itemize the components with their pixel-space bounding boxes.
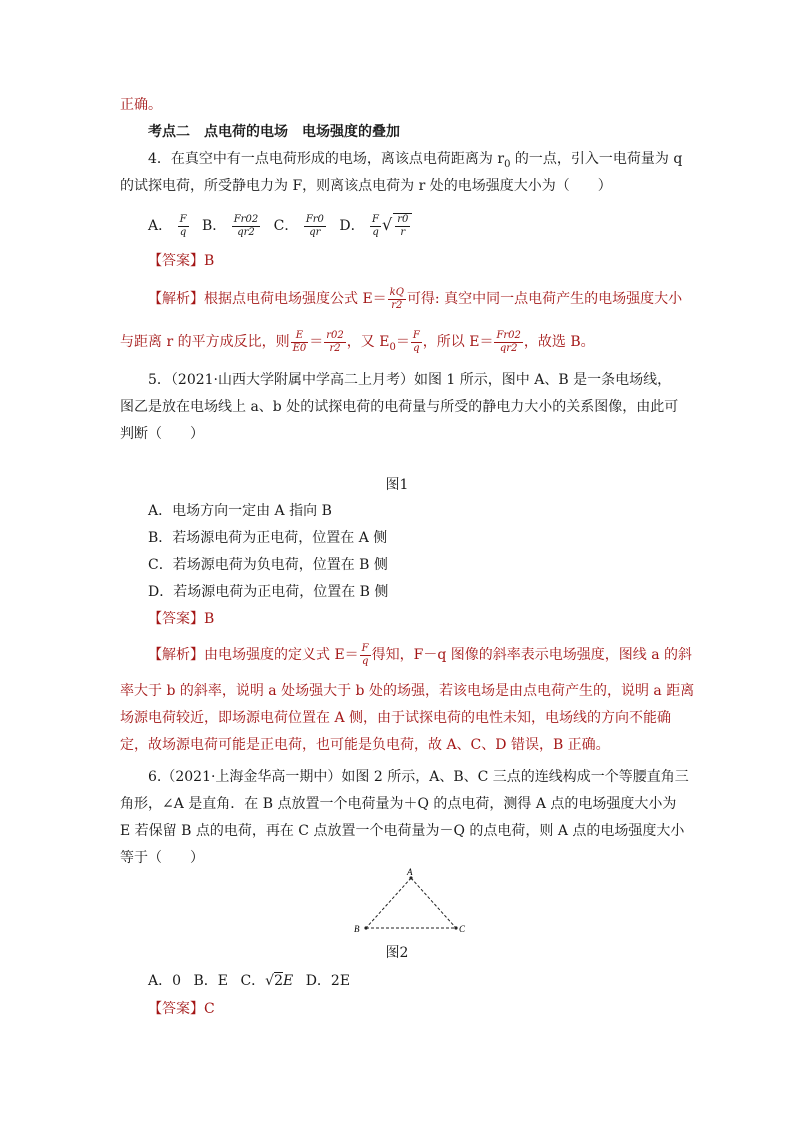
q4-option-d-fraction: $\frac{F}{q}$ <box>372 213 379 238</box>
q6-figure-caption: 图2 <box>385 945 409 961</box>
q6-stem-line-4: 等于（ ） <box>120 850 204 866</box>
q4-analysis-sub: 0 <box>389 341 396 353</box>
q5-option-b: B．若场源电荷为正电荷，位置在 A 侧 <box>148 530 388 546</box>
q6-stem-line-3: E 若保留 B 点的电荷，再在 C 点放置一个电荷量为－Q 的点电荷，则 A 点的电场强度大小 <box>120 823 685 839</box>
q4-stem-text-tail: 的一点，引入一电荷量为 q <box>510 151 683 167</box>
q4-option-b-label: B． <box>201 218 227 234</box>
q6-option-c-tail: E <box>283 973 294 989</box>
q6-stem-line-1: 6.（2021·上海金华高一期中）如图 2 所示，A、B、C 三点的连线构成一个等腰直角三 <box>148 769 689 785</box>
q4-option-d-sqrt-fraction: $\frac{r0}{r}$ <box>393 213 412 239</box>
q6-options <box>148 970 350 992</box>
q4-analysis-text-6: ，故选 B。 <box>523 334 595 350</box>
label-c: C <box>459 924 466 934</box>
q6-answer: 【答案】C <box>148 1001 215 1017</box>
q5-analysis-line-3: 场源电荷较近，即场源电荷位置在 A 侧，由于试探电荷的电性未知，电场线的方向不能确 <box>120 710 672 726</box>
q5-analysis-label: 【解析】 <box>148 647 204 663</box>
q4-option-b-fraction: $\frac{Fr02}{qr2}$ <box>233 213 259 238</box>
q4-answer: 【答案】B <box>148 253 215 269</box>
q6-option-c-sqrt-sign: √ <box>265 973 275 989</box>
q4-option-d-sqrt-sign: √ <box>382 215 393 234</box>
q4-analysis-formula-2: $\frac{E}{E0}$ <box>292 329 307 354</box>
q5-stem-line-3: 判断（ ） <box>120 426 204 442</box>
q4-option-a-label: A． <box>148 218 173 234</box>
q4-option-d-label: D． <box>339 218 365 234</box>
q6-option-b: B．E <box>193 973 228 989</box>
q4-analysis-text-2: 可得: 真空中同一点电荷产生的电场强度大小 <box>406 291 683 307</box>
q4-stem-line-1 <box>148 148 682 176</box>
q5-analysis-line-2: 率大于 b 的斜率，说明 a 处场强大于 b 处的场强，若该电场是由点电荷产生的，说明 a 距离 <box>120 683 695 699</box>
q5-stem-line-1: 5．（2021·山西大学附属中学高二上月考）如图 1 所示，图中 A、B 是一条电场线， <box>148 372 672 388</box>
q4-analysis-text-4: ，又 E <box>346 334 390 350</box>
q5-option-d: D．若场源电荷为正电荷，位置在 B 侧 <box>148 584 389 600</box>
q4-analysis-line-1 <box>148 284 682 314</box>
q4-stem-text: 4．在真空中有一点电荷形成的电场，离该点电荷距离为 r <box>148 151 505 167</box>
point-b <box>364 926 367 929</box>
previous-answer-tail: 正确。 <box>120 97 162 113</box>
q6-stem-line-2: 角形，∠A 是直角．在 B 点放置一个电荷量为＋Q 的点电荷，测得 A 点的电场强度大小为 <box>120 796 677 812</box>
label-a: A <box>407 867 413 877</box>
q4-analysis-formula-1: $\frac{kQ}{r2}$ <box>389 286 404 311</box>
point-c <box>454 926 457 929</box>
q5-analysis-text-1: 由电场强度的定义式 E＝ <box>204 647 359 663</box>
q5-figure-caption: 图1 <box>385 477 409 493</box>
q5-answer: 【答案】B <box>148 611 215 627</box>
q4-analysis-label: 【解析】 <box>148 291 204 307</box>
q6-option-d: D．2E <box>305 973 351 989</box>
q4-stem-line-2: 的试探电荷，所受静电力为 F，则离该点电荷为 r 处的电场强度大小为（ ） <box>120 178 612 194</box>
triangle-side-ab <box>366 878 411 928</box>
q4-analysis-line-2 <box>120 327 595 363</box>
q4-option-c-fraction: $\frac{Fr0}{qr}$ <box>305 213 324 238</box>
q4-options <box>148 210 413 241</box>
q4-analysis-eq-1: ＝ <box>309 334 324 350</box>
label-b: B <box>354 924 360 934</box>
q4-analysis-text-3: 与距离 r 的平方成反比，则 <box>120 334 290 350</box>
triangle-side-ac <box>411 878 456 928</box>
q6-option-a: A．0 <box>148 973 182 989</box>
q5-stem-line-2: 图乙是放在电场线上 a、b 处的试探电荷的电荷量与所受的静电力大小的关系图像，由此可 <box>120 399 679 415</box>
q4-option-a-fraction: $\frac{F}{q}$ <box>179 213 187 238</box>
q5-analysis-line-4: 定，故场源电荷可能是正电荷，也可能是负电荷，故 A、C、D 错误，B 正确。 <box>120 737 610 753</box>
q4-analysis-text-5: ，所以 E＝ <box>422 334 494 350</box>
q4-analysis-eq-2: ＝ <box>395 334 410 350</box>
q5-option-a: A．电场方向一定由 A 指向 B <box>148 503 332 519</box>
q5-option-c: C．若场源电荷为负电荷，位置在 B 侧 <box>148 557 388 573</box>
q4-analysis-formula-5: $\frac{Fr02}{qr2}$ <box>496 329 521 354</box>
q4-stem-sub: 0 <box>504 158 511 170</box>
q6-triangle-figure <box>350 866 470 938</box>
q4-option-c-label: C． <box>273 218 299 234</box>
q5-analysis-text-2: 得知，F－q 图像的斜率表示电场强度，图线 a 的斜 <box>371 647 692 663</box>
q4-analysis-formula-3: $\frac{r02}{r2}$ <box>326 329 344 354</box>
q5-analysis-formula: $\frac{F}{q}$ <box>361 642 369 667</box>
q4-analysis-text-1: 根据点电荷电场强度公式 E＝ <box>204 291 387 307</box>
section-title: 考点二 点电荷的电场 电场强度的叠加 <box>148 124 400 140</box>
q6-option-c: C． <box>240 973 266 989</box>
q6-option-c-root: 2 <box>274 973 284 989</box>
q5-analysis-line-1 <box>148 640 692 670</box>
q4-analysis-formula-4: $\frac{F}{q}$ <box>412 329 420 354</box>
